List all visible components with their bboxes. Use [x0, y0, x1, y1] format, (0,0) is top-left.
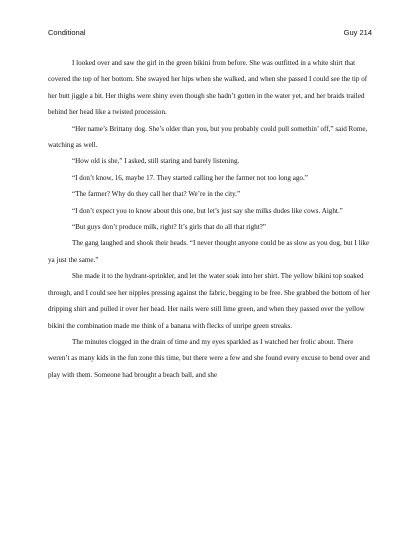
- author-page-number: Guy 214: [343, 28, 372, 37]
- page-header: [48, 28, 372, 38]
- paragraph: “Her name’s Brittany dog. She’s older than you, but you probably could pull somethin’ off,” said Rome, watching as well.: [48, 124, 368, 150]
- paragraph: “I don’t expect you to know about this one, but let’s just say she milks dudes like cows. Aight.”: [72, 206, 343, 215]
- paragraph: The minutes clogged in the drain of time and my eyes sparkled as I watched her frolic about. There weren’t as many kids in the fun zone this time, but there were a few and she found every excuse to bend over and play with them. Someone had brought a beach ball, and she: [48, 337, 370, 379]
- paragraph: The gang laughed and shook their heads. “I never thought anyone could be as slow as you dog, but I like ya just the same.”: [48, 239, 370, 264]
- paragraph: “But guys don’t produce milk, right? It’s girls that do all that right?”: [72, 223, 266, 232]
- paragraph: “How old is she,” I asked, still staring and barely listening.: [72, 157, 240, 166]
- running-title: Conditional: [48, 28, 86, 37]
- manuscript-body: [48, 55, 374, 383]
- paragraph: “I don’t know, 16, maybe 17. They started calling her the farmer not too long ago.”: [72, 173, 308, 182]
- paragraph: “The farmer? Why do they call her that? We’re in the city.”: [72, 190, 241, 199]
- paragraph: She made it to the hydrant-sprinkler, and let the water soak into her shirt. The yellow bikini top soaked through, and I could see her nipples pressing against the fabric, begging to be free. She grabbed the bottom of her dripping shirt and pulled it over her head. Her nails were still lime green, and when they passed over the yellow bikini the combination made me think of a banana with flecks of unripe green streaks.: [48, 272, 371, 330]
- paragraph: I looked over and saw the girl in the green bikini from before. She was outfitted in a white shirt that covered the top of her bottom. She swayed her hips when she walked, and when she passed I could see the tip of her butt jiggle a bit. Her thighs were shiny even though she hadn’t gotten in the water yet, and her braids trailed behind her head like a twisted procession.: [48, 59, 368, 117]
